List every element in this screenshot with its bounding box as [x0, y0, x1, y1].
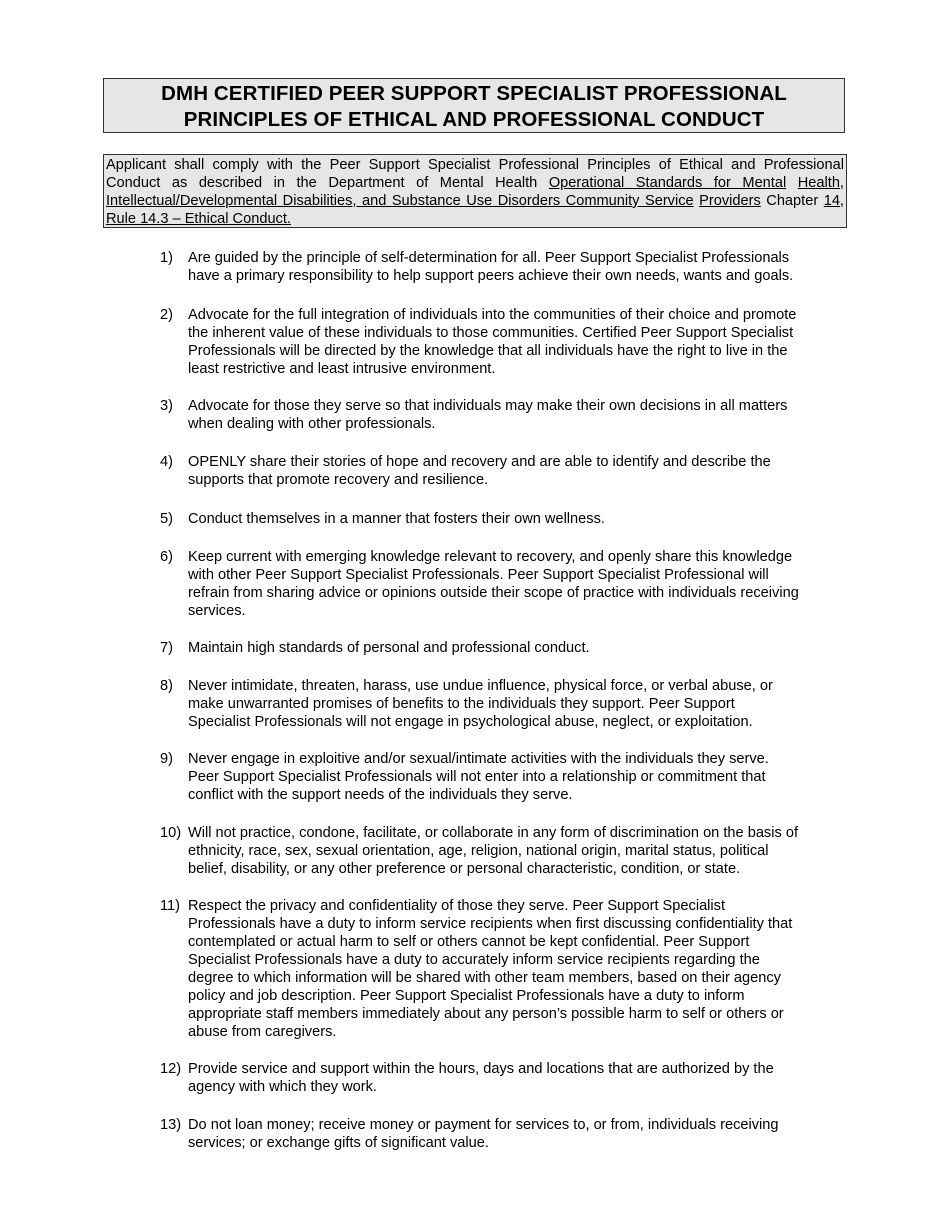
principle-item: [160, 510, 850, 528]
document-title: [103, 78, 845, 133]
intro-space-1: [786, 175, 798, 191]
principle-line: ethnicity, race, sex, sexual orientation, age, religion, national origin, marital status, political: [188, 843, 769, 859]
principle-text: [188, 897, 850, 1041]
principle-line: abuse from caregivers.: [188, 1024, 337, 1040]
principle-line: Never intimidate, threaten, harass, use undue influence, physical force, or verbal abuse, or: [188, 678, 773, 694]
principle-line: Will not practice, condone, facilitate, or collaborate in any form of discrimination on the basis of: [188, 825, 798, 841]
intro-text-2: Chapter: [760, 193, 824, 209]
title-line-2: PRINCIPLES OF ETHICAL AND PROFESSIONAL CONDUCT: [183, 108, 765, 131]
principle-text: [188, 249, 850, 285]
principle-item: [160, 306, 850, 378]
principle-line: agency with which they work.: [188, 1079, 377, 1095]
principle-number: 13): [160, 1117, 182, 1133]
principle-line: services.: [188, 603, 246, 619]
principle-line: Keep current with emerging knowledge relevant to recovery, and openly share this knowledge: [188, 549, 793, 565]
standards-title-2: Health, Intellectual/Developmental Disabilities, and Substance Use Disorders Community Service: [106, 175, 844, 209]
principle-number: 12): [160, 1061, 182, 1077]
principle-line: with other Peer Support Specialist Professionals. Peer Support Specialist Professional will: [188, 567, 769, 583]
principle-line: Do not loan money; receive money or payment for services to, or from, individuals receiving: [188, 1117, 779, 1133]
principle-line: the inherent value of these individuals to those communities. Certified Peer Support Specialist: [188, 325, 794, 341]
principle-number: 7): [160, 640, 173, 656]
principle-line: Professionals will be directed by the knowledge that all individuals have the right to live in the: [188, 343, 788, 359]
intro-text-1: Applicant shall comply with the Peer Support Specialist Professional Principles of Ethical and Professional Conduct as described in the Department of Mental Health: [106, 157, 844, 191]
standards-title-3: Providers: [699, 193, 761, 209]
principle-line: Never engage in exploitive and/or sexual/intimate activities with the individuals they serve.: [188, 751, 769, 767]
principle-line: make unwarranted promises of benefits to the individuals they support. Peer Support: [188, 696, 735, 712]
rule-reference: 14, Rule 14.3 – Ethical Conduct.: [106, 193, 844, 227]
principle-line: Professionals have a duty to inform service recipients when first discussing confidentiality that: [188, 916, 793, 932]
principle-line: when dealing with other professionals.: [188, 416, 436, 432]
principle-text: [188, 639, 850, 657]
principle-text: [188, 1116, 850, 1152]
principle-text: [188, 453, 850, 489]
principle-number: 8): [160, 678, 173, 694]
principle-item: [160, 397, 850, 433]
principle-item: [160, 453, 850, 489]
principle-line: Advocate for those they serve so that individuals may make their own decisions in all matters: [188, 398, 788, 414]
principle-text: [188, 677, 850, 731]
principle-item: [160, 1116, 850, 1152]
principle-item: [160, 677, 850, 731]
principle-text: [188, 824, 850, 878]
principle-line: refrain from sharing advice or opinions outside their scope of practice with individuals receiving: [188, 585, 799, 601]
principle-item: [160, 548, 850, 620]
principle-item: [160, 249, 850, 285]
principle-line: Specialist Professionals have a duty to accurately inform service recipients regarding the: [188, 952, 760, 968]
principle-item: [160, 897, 850, 1041]
principle-number: 11): [160, 898, 181, 914]
principle-text: [188, 397, 850, 433]
principle-line: appropriate staff members immediately about any person’s possible harm to self or others or: [188, 1006, 784, 1022]
principle-line: Maintain high standards of personal and professional conduct.: [188, 640, 590, 656]
principle-line: Conduct themselves in a manner that fosters their own wellness.: [188, 511, 605, 527]
principle-line: Peer Support Specialist Professionals will not enter into a relationship or commitment that: [188, 769, 766, 785]
principle-line: contemplated or actual harm to self or others cannot be kept confidential. Peer Support: [188, 934, 750, 950]
principle-line: services; or exchange gifts of significant value.: [188, 1135, 489, 1151]
principle-text: [188, 510, 850, 528]
principle-line: Advocate for the full integration of individuals into the communities of their choice and promote: [188, 307, 797, 323]
principle-line: supports that promote recovery and resilience.: [188, 472, 489, 488]
principle-line: belief, disability, or any other preference or personal characteristic, condition, or state.: [188, 861, 741, 877]
principle-line: least restrictive and least intrusive environment.: [188, 361, 496, 377]
intro-paragraph: [103, 154, 847, 228]
principle-item: [160, 750, 850, 804]
principle-line: Are guided by the principle of self-determination for all. Peer Support Specialist Professionals: [188, 250, 790, 266]
principle-number: 5): [160, 511, 173, 527]
principle-item: [160, 1060, 850, 1096]
principle-text: [188, 750, 850, 804]
principle-item: [160, 639, 850, 657]
principle-item: [160, 824, 850, 878]
principle-number: 9): [160, 751, 173, 767]
principle-text: [188, 1060, 850, 1096]
principle-line: Specialist Professionals will not engage in psychological abuse, neglect, or exploitation.: [188, 714, 753, 730]
principle-number: 2): [160, 307, 173, 323]
principle-line: Provide service and support within the hours, days and locations that are authorized by the: [188, 1061, 774, 1077]
principle-number: 6): [160, 549, 173, 565]
principle-number: 1): [160, 250, 173, 266]
principle-line: OPENLY share their stories of hope and recovery and are able to identify and describe the: [188, 454, 771, 470]
principle-text: [188, 548, 850, 620]
principle-text: [188, 306, 850, 378]
principle-line: have a primary responsibility to help support peers achieve their own needs, wants and goals.: [188, 268, 794, 284]
standards-title-1: Operational Standards for Mental: [548, 175, 787, 191]
principle-number: 10): [160, 825, 182, 841]
principle-line: Respect the privacy and confidentiality of those they serve. Peer Support Specialist: [188, 898, 726, 914]
principle-line: policy and job description. Peer Support Specialist Professionals have a duty to inform: [188, 988, 745, 1004]
principle-number: 3): [160, 398, 173, 414]
principle-line: conflict with the support needs of the individuals they serve.: [188, 787, 573, 803]
title-line-1: DMH CERTIFIED PEER SUPPORT SPECIALIST PROFESSIONAL: [161, 82, 787, 105]
principle-number: 4): [160, 454, 173, 470]
principle-line: degree to which information will be shared with other team members, based on their agency: [188, 970, 781, 986]
